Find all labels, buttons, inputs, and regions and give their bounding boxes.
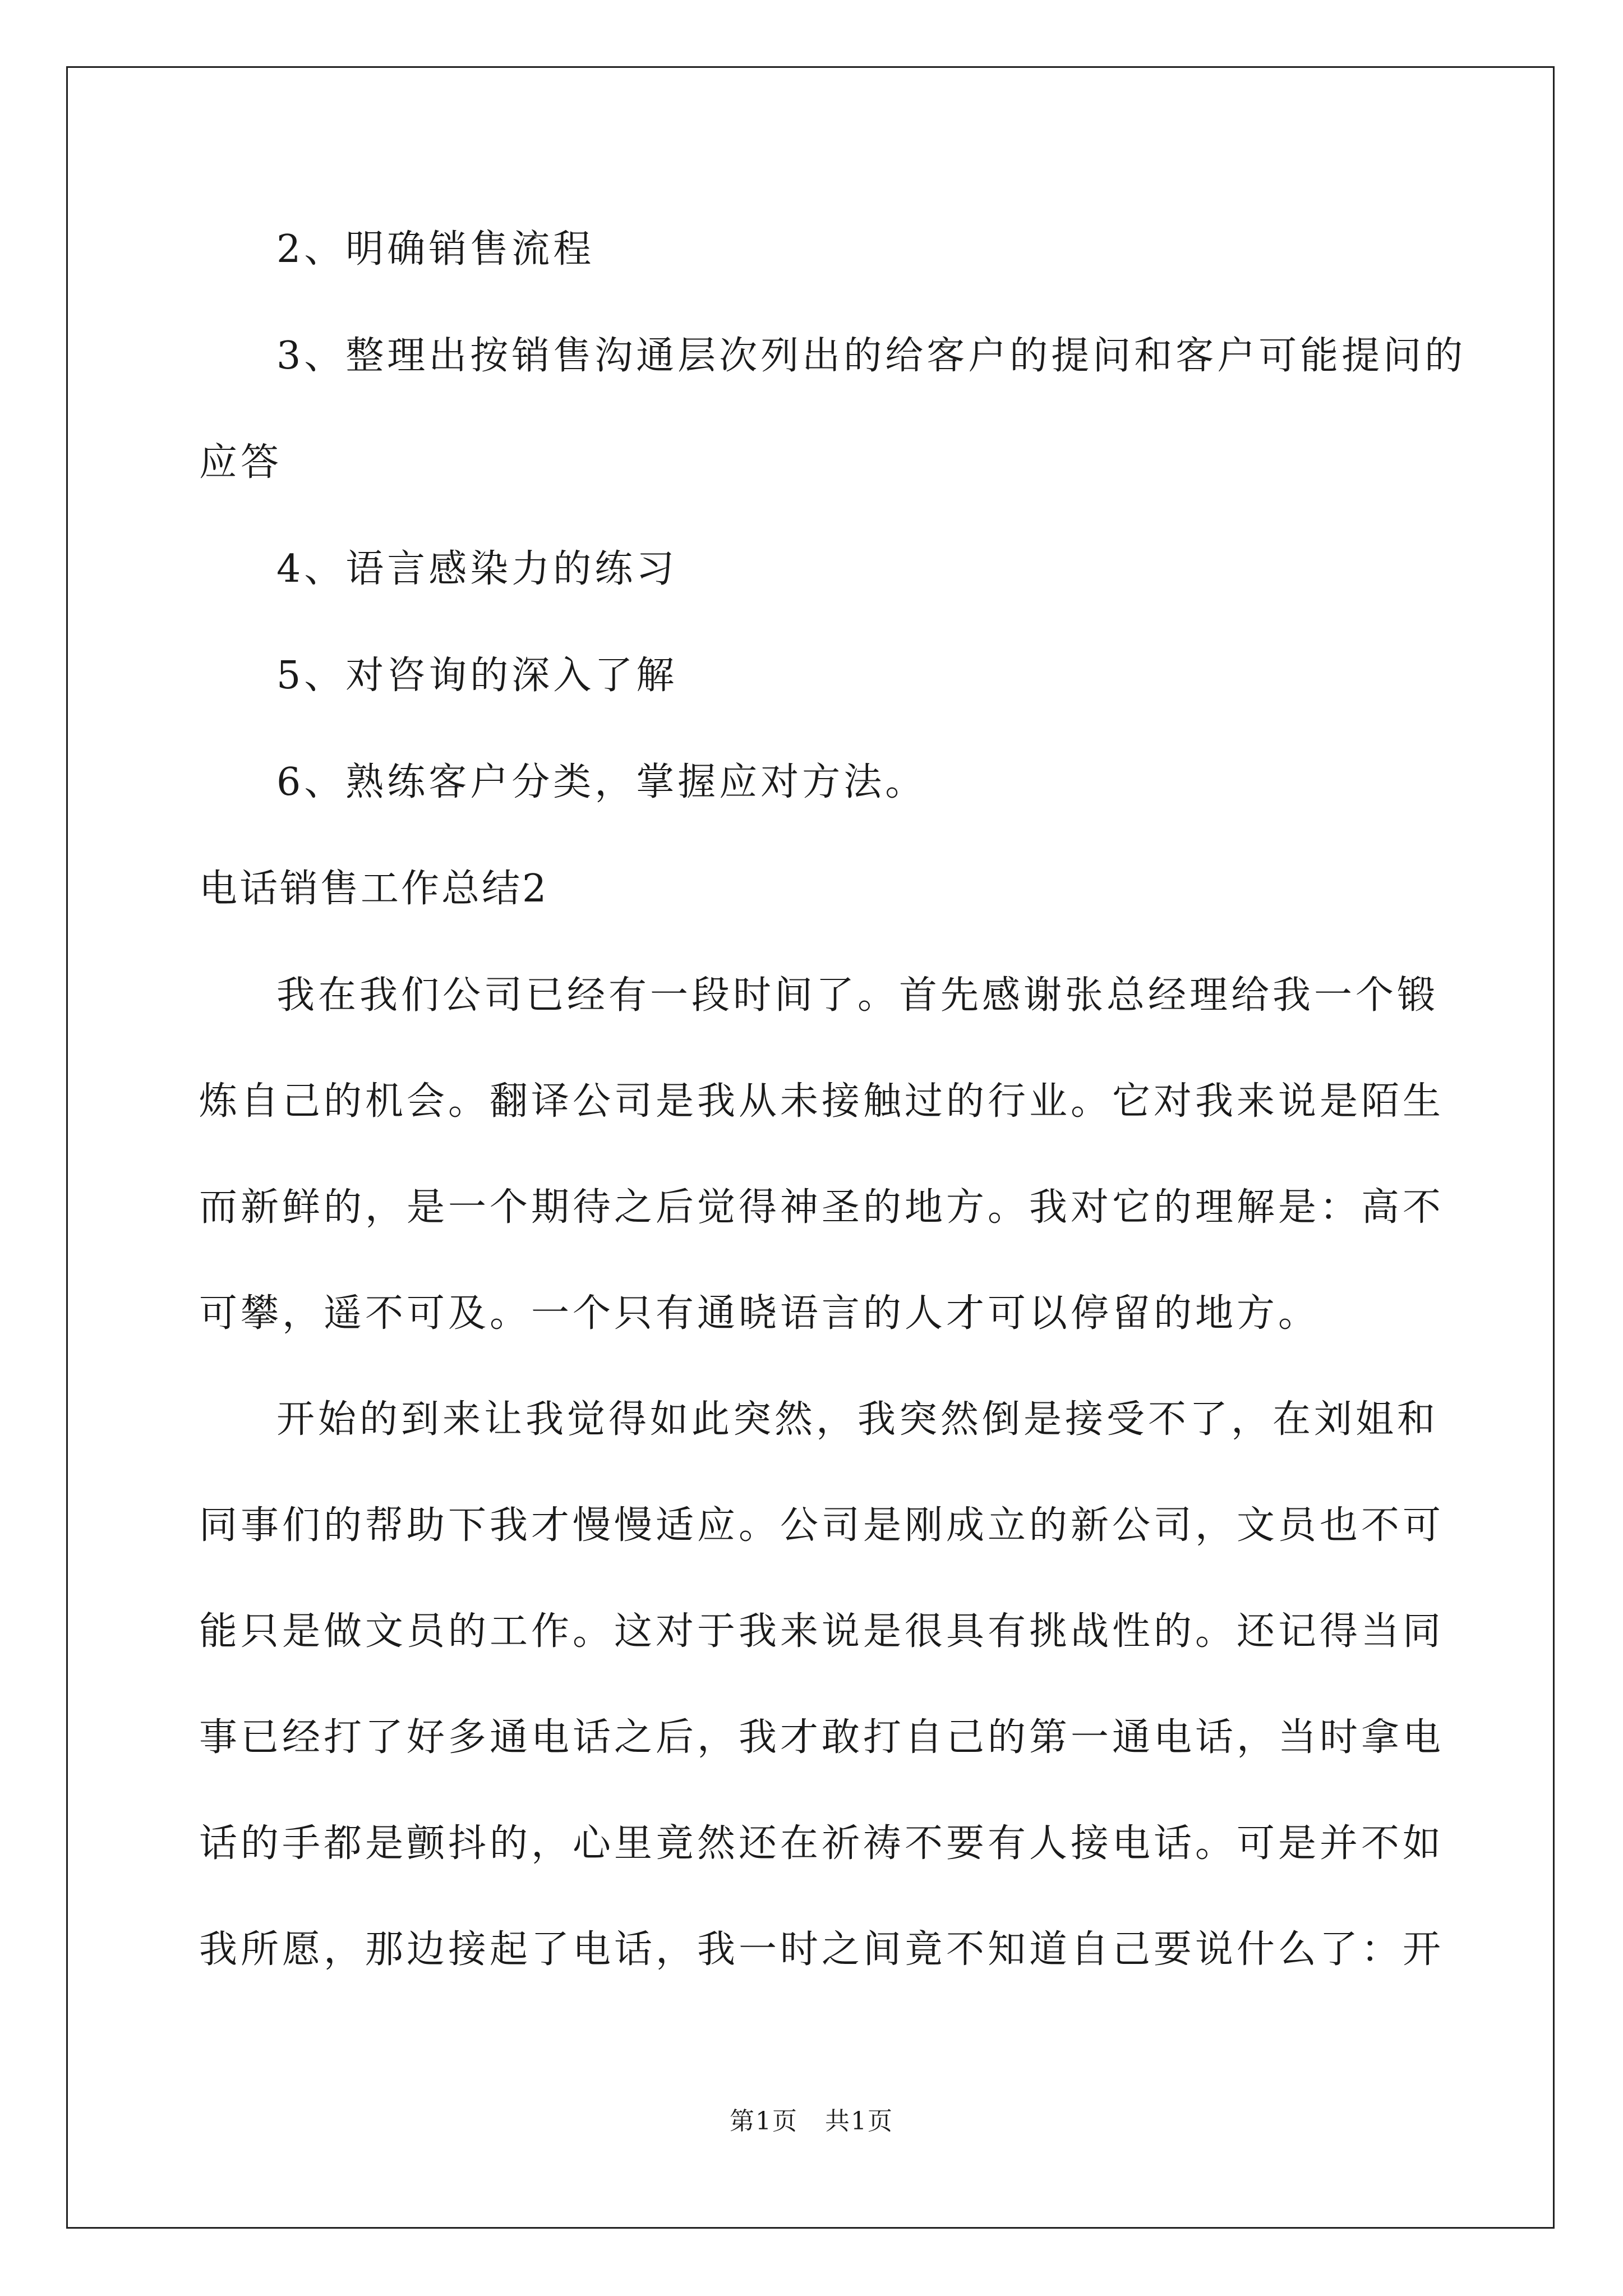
list-item: 5、对咨询的深入了解: [276, 654, 678, 698]
document-body: [199, 208, 1467, 2014]
list-item: 2、明确销售流程: [276, 227, 595, 272]
page-total: 共1页: [825, 2107, 893, 2136]
list-item: 3、整理出按销售沟通层次列出的给客户的提问和客户可能提问的: [276, 334, 1467, 378]
paragraph-line: 而新鲜的，是一个期待之后觉得神圣的地方。我对它的理解是：高不: [199, 1185, 1445, 1230]
list-item: 4、语言感染力的练习: [276, 547, 678, 591]
page-number: 第1页: [730, 2107, 798, 2136]
list-item: 6、熟练客户分类，掌握应对方法。: [276, 760, 927, 804]
paragraph-line: 炼自己的机会。翻译公司是我从未接触过的行业。它对我来说是陌生: [199, 1079, 1445, 1124]
paragraph-line: 事已经打了好多通电话之后，我才敢打自己的第一通电话，当时拿电: [199, 1715, 1445, 1760]
paragraph-line: 可攀，遥不可及。一个只有通晓语言的人才可以停留的地方。: [199, 1291, 1320, 1336]
paragraph-line: 开始的到来让我觉得如此突然，我突然倒是接受不了，在刘姐和: [276, 1397, 1439, 1442]
page-footer: [0, 2101, 1623, 2137]
paragraph-line: 话的手都是颤抖的，心里竟然还在祈祷不要有人接电话。可是并不如: [199, 1821, 1445, 1866]
paragraph-line: 能只是做文员的工作。这对于我来说是很具有挑战性的。还记得当同: [199, 1609, 1445, 1654]
list-item-continuation: 应答: [199, 440, 283, 485]
paragraph-line: 同事们的帮助下我才慢慢适应。公司是刚成立的新公司，文员也不可: [199, 1503, 1445, 1548]
section-heading: 电话销售工作总结2: [199, 867, 549, 911]
paragraph-line: 我在我们公司已经有一段时间了。首先感谢张总经理给我一个锻: [276, 973, 1439, 1018]
paragraph-line: 我所愿，那边接起了电话，我一时之间竟不知道自己要说什么了：开: [199, 1927, 1445, 1972]
